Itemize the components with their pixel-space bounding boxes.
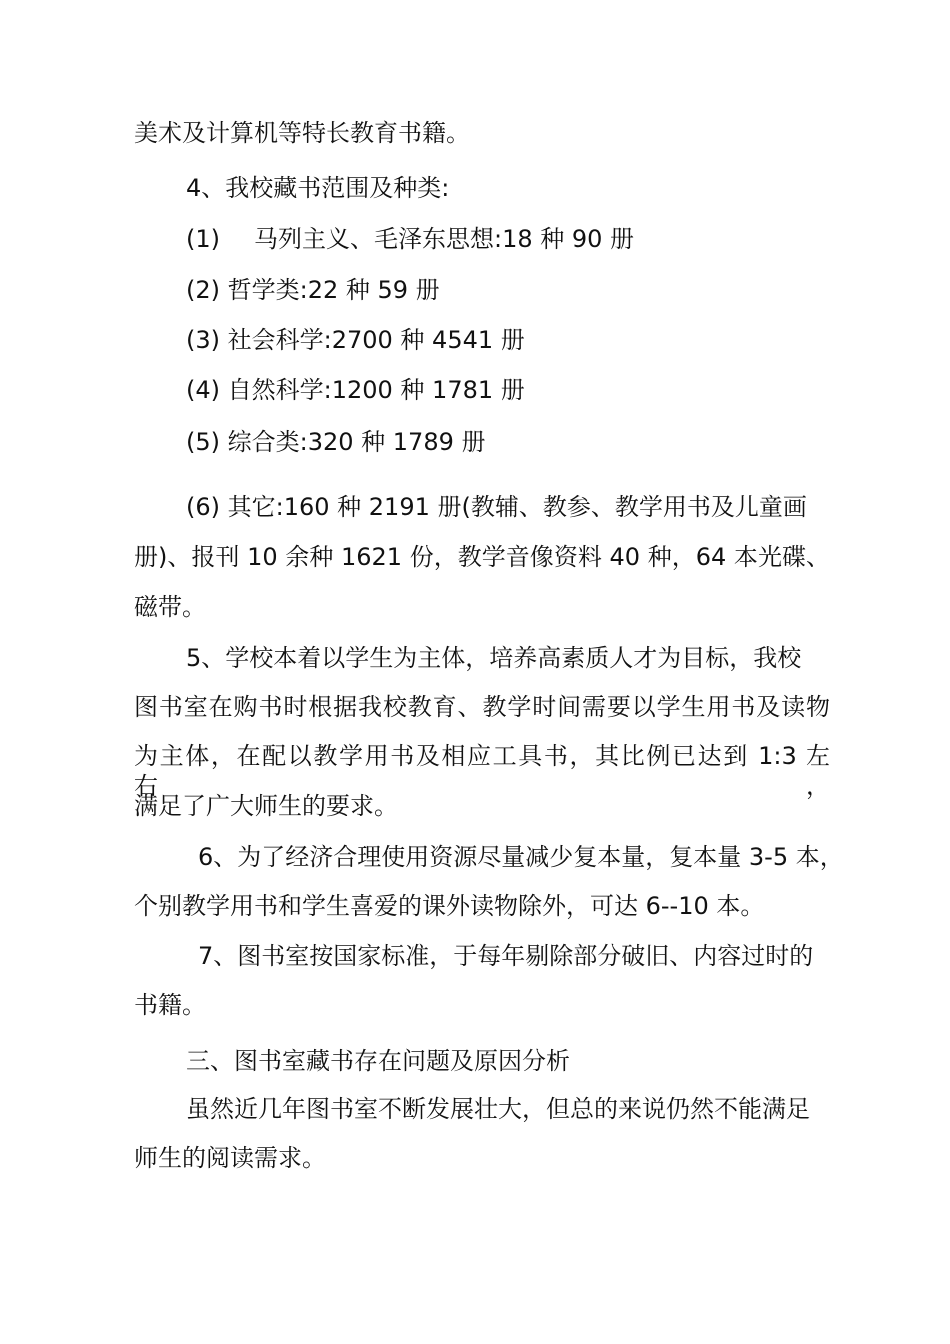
section-heading: 三、图书室藏书存在问题及原因分析	[186, 1047, 570, 1075]
paragraph-line: 个别教学用书和学生喜爱的课外读物除外，可达 6--10 本。	[134, 892, 765, 920]
paragraph-line: 7、图书室按国家标准，于每年剔除部分破旧、内容过时的	[198, 942, 814, 970]
paragraph-line: 书籍。	[134, 991, 206, 1019]
paragraph-line: 美术及计算机等特长教育书籍。	[134, 119, 470, 147]
paragraph-line: 6、为了经济合理使用资源尽量减少复本量，复本量 3-5 本，	[198, 843, 844, 871]
list-item-number: (1)	[186, 225, 220, 253]
paragraph-line: 师生的阅读需求。	[134, 1144, 326, 1172]
list-item: (6) 其它:160 种 2191 册(教辅、教参、教学用书及儿童画	[186, 493, 807, 521]
list-item: (4) 自然科学:1200 种 1781 册	[186, 376, 525, 404]
list-item: (3) 社会科学:2700 种 4541 册	[186, 326, 525, 354]
list-item: (2) 哲学类:22 种 59 册	[186, 276, 440, 304]
paragraph-line: 满足了广大师生的要求。	[134, 792, 398, 820]
paragraph-line: 图书室在购书时根据我校教育、教学时间需要以学生用书及读物	[134, 693, 830, 721]
list-item: (5) 综合类:320 种 1789 册	[186, 428, 486, 456]
section-heading: 4、我校藏书范围及种类:	[186, 174, 450, 202]
paragraph-line: 为主体，在配以教学用书及相应工具书，其比例已达到 1:3 左右，	[134, 742, 830, 800]
paragraph-line: 册)、报刊 10 余种 1621 份，教学音像资料 40 种，64 本光碟、	[134, 543, 830, 571]
paragraph-line: 5、学校本着以学生为主体，培养高素质人才为目标，我校	[186, 644, 802, 672]
paragraph-line: 虽然近几年图书室不断发展壮大，但总的来说仍然不能满足	[186, 1095, 810, 1123]
list-item-text: 马列主义、毛泽东思想:18 种 90 册	[254, 225, 635, 253]
list-item	[186, 224, 634, 254]
paragraph-line: 磁带。	[134, 593, 206, 621]
